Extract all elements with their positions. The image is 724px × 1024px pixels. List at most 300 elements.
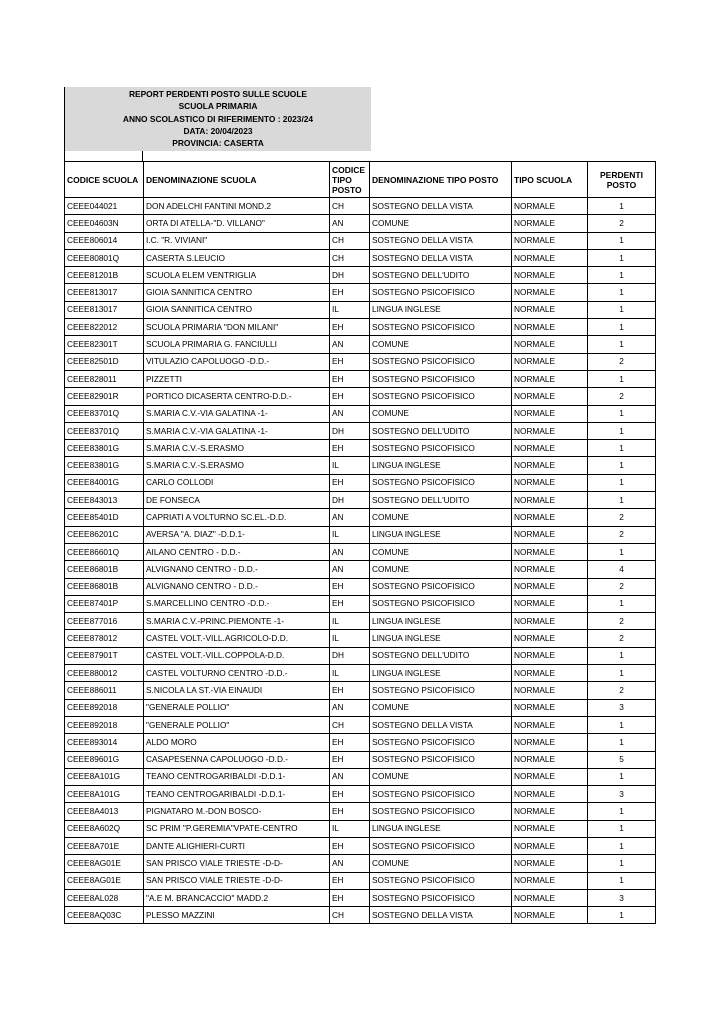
codice-tipo-posto-cell: AN xyxy=(330,543,370,560)
table-row xyxy=(65,198,656,215)
codice-tipo-posto-cell: EH xyxy=(330,682,370,699)
denominazione-tipo-posto-cell: SOSTEGNO PSICOFISICO xyxy=(370,734,512,751)
tipo-scuola-cell: NORMALE xyxy=(512,284,588,301)
codice-tipo-posto-cell: EH xyxy=(330,319,370,336)
table-row xyxy=(65,716,656,733)
perdenti-posto-cell: 1 xyxy=(588,734,656,751)
codice-tipo-posto-cell: EH xyxy=(330,353,370,370)
perdenti-posto-cell: 1 xyxy=(588,422,656,439)
codice-scuola-cell: CEEE87401P xyxy=(65,595,144,612)
table-row xyxy=(65,319,656,336)
denominazione-scuola-cell: ALVIGNANO CENTRO - D.D.- xyxy=(144,578,330,595)
table-row xyxy=(65,370,656,387)
table-row xyxy=(65,492,656,509)
codice-scuola-cell: CEEE843013 xyxy=(65,492,144,509)
codice-scuola-cell: CEEE83801G xyxy=(65,457,144,474)
table-row xyxy=(65,422,656,439)
denominazione-scuola-cell: VITULAZIO CAPOLUOGO -D.D.- xyxy=(144,353,330,370)
codice-tipo-posto-cell: IL xyxy=(330,301,370,318)
denominazione-tipo-posto-cell: COMUNE xyxy=(370,405,512,422)
codice-scuola-cell: CEEE82501D xyxy=(65,353,144,370)
codice-scuola-cell: CEEE82301T xyxy=(65,336,144,353)
denominazione-tipo-posto-cell: COMUNE xyxy=(370,561,512,578)
codice-tipo-posto-cell: EH xyxy=(330,734,370,751)
denominazione-scuola-cell: TEANO CENTROGARIBALDI -D.D.1- xyxy=(144,768,330,785)
table-row xyxy=(65,647,656,664)
denominazione-scuola-cell: SC PRIM "P.GEREMIA"VPATE-CENTRO xyxy=(144,820,330,837)
table-row xyxy=(65,786,656,803)
perdenti-posto-cell: 1 xyxy=(588,872,656,889)
denominazione-tipo-posto-cell: SOSTEGNO PSICOFISICO xyxy=(370,682,512,699)
tipo-scuola-cell: NORMALE xyxy=(512,595,588,612)
denominazione-tipo-posto-cell: SOSTEGNO PSICOFISICO xyxy=(370,872,512,889)
tipo-scuola-cell: NORMALE xyxy=(512,249,588,266)
codice-tipo-posto-cell: DH xyxy=(330,647,370,664)
perdenti-posto-cell: 2 xyxy=(588,353,656,370)
codice-tipo-posto-cell: EH xyxy=(330,786,370,803)
table-row xyxy=(65,232,656,249)
report-table xyxy=(64,161,656,924)
codice-tipo-posto-cell: AN xyxy=(330,215,370,232)
table-row xyxy=(65,665,656,682)
tipo-scuola-cell: NORMALE xyxy=(512,422,588,439)
denominazione-scuola-cell: "GENERALE POLLIO" xyxy=(144,699,330,716)
perdenti-posto-cell: 1 xyxy=(588,768,656,785)
tipo-scuola-cell: NORMALE xyxy=(512,907,588,924)
codice-scuola-cell: CEEE86801B xyxy=(65,578,144,595)
codice-tipo-posto-cell: EH xyxy=(330,474,370,491)
table-row xyxy=(65,907,656,924)
perdenti-posto-cell: 1 xyxy=(588,370,656,387)
codice-scuola-cell: CEEE813017 xyxy=(65,284,144,301)
denominazione-scuola-cell: CASERTA S.LEUCIO xyxy=(144,249,330,266)
codice-scuola-cell: CEEE822012 xyxy=(65,319,144,336)
table-row xyxy=(65,872,656,889)
table-row xyxy=(65,578,656,595)
denominazione-tipo-posto-cell: SOSTEGNO DELLA VISTA xyxy=(370,716,512,733)
denominazione-scuola-cell: S.NICOLA LA ST.-VIA EINAUDI xyxy=(144,682,330,699)
denominazione-scuola-cell: S.MARIA C.V.-S.ERASMO xyxy=(144,457,330,474)
table-row xyxy=(65,509,656,526)
denominazione-scuola-cell: CAPRIATI A VOLTURNO SC.EL.-D.D. xyxy=(144,509,330,526)
perdenti-posto-cell: 2 xyxy=(588,578,656,595)
denominazione-scuola-cell: SCUOLA PRIMARIA "DON MILANI" xyxy=(144,319,330,336)
denominazione-scuola-cell: TEANO CENTROGARIBALDI -D.D.1- xyxy=(144,786,330,803)
tipo-scuola-cell: NORMALE xyxy=(512,215,588,232)
codice-scuola-cell: CEEE8A602Q xyxy=(65,820,144,837)
table-row xyxy=(65,751,656,768)
denominazione-tipo-posto-cell: SOSTEGNO PSICOFISICO xyxy=(370,751,512,768)
denominazione-scuola-cell: ORTA DI ATELLA-"D. VILLANO" xyxy=(144,215,330,232)
codice-scuola-cell: CEEE813017 xyxy=(65,301,144,318)
denominazione-tipo-posto-cell: SOSTEGNO DELL'UDITO xyxy=(370,492,512,509)
codice-tipo-posto-cell: AN xyxy=(330,336,370,353)
codice-scuola-cell: CEEE8AQ03C xyxy=(65,907,144,924)
denominazione-scuola-cell: S.MARIA C.V.-PRINC.PIEMONTE -1- xyxy=(144,613,330,630)
spacer-row xyxy=(64,151,143,161)
tipo-scuola-cell: NORMALE xyxy=(512,440,588,457)
tipo-scuola-cell: NORMALE xyxy=(512,613,588,630)
denominazione-scuola-cell: SAN PRISCO VIALE TRIESTE -D-D- xyxy=(144,855,330,872)
denominazione-tipo-posto-cell: SOSTEGNO PSICOFISICO xyxy=(370,440,512,457)
denominazione-tipo-posto-cell: COMUNE xyxy=(370,543,512,560)
perdenti-posto-cell: 2 xyxy=(588,630,656,647)
codice-scuola-cell: CEEE81201B xyxy=(65,267,144,284)
perdenti-posto-cell: 1 xyxy=(588,543,656,560)
tipo-scuola-cell: NORMALE xyxy=(512,889,588,906)
codice-tipo-posto-cell: CH xyxy=(330,249,370,266)
table-header-row xyxy=(65,162,656,198)
codice-scuola-cell: CEEE86201C xyxy=(65,526,144,543)
denominazione-tipo-posto-cell: SOSTEGNO DELLA VISTA xyxy=(370,907,512,924)
codice-tipo-posto-cell: DH xyxy=(330,267,370,284)
tipo-scuola-cell: NORMALE xyxy=(512,474,588,491)
perdenti-posto-cell: 1 xyxy=(588,198,656,215)
denominazione-scuola-cell: PLESSO MAZZINI xyxy=(144,907,330,924)
column-header: CODICE TIPO POSTO xyxy=(330,162,370,198)
tipo-scuola-cell: NORMALE xyxy=(512,682,588,699)
codice-scuola-cell: CEEE82901R xyxy=(65,388,144,405)
denominazione-tipo-posto-cell: COMUNE xyxy=(370,336,512,353)
school-level: SCUOLA PRIMARIA xyxy=(178,101,258,112)
perdenti-posto-cell: 1 xyxy=(588,716,656,733)
tipo-scuola-cell: NORMALE xyxy=(512,855,588,872)
codice-scuola-cell: CEEE86601Q xyxy=(65,543,144,560)
perdenti-posto-cell: 1 xyxy=(588,492,656,509)
perdenti-posto-cell: 2 xyxy=(588,215,656,232)
codice-tipo-posto-cell: AN xyxy=(330,699,370,716)
denominazione-scuola-cell: GIOIA SANNITICA CENTRO xyxy=(144,284,330,301)
codice-tipo-posto-cell: IL xyxy=(330,820,370,837)
denominazione-tipo-posto-cell: LINGUA INGLESE xyxy=(370,526,512,543)
codice-scuola-cell: CEEE892018 xyxy=(65,716,144,733)
tipo-scuola-cell: NORMALE xyxy=(512,630,588,647)
perdenti-posto-cell: 1 xyxy=(588,284,656,301)
table-row xyxy=(65,682,656,699)
codice-scuola-cell: CEEE8AG01E xyxy=(65,855,144,872)
denominazione-tipo-posto-cell: LINGUA INGLESE xyxy=(370,665,512,682)
tipo-scuola-cell: NORMALE xyxy=(512,509,588,526)
denominazione-scuola-cell: GIOIA SANNITICA CENTRO xyxy=(144,301,330,318)
table-row xyxy=(65,526,656,543)
tipo-scuola-cell: NORMALE xyxy=(512,388,588,405)
denominazione-scuola-cell: SCUOLA PRIMARIA G. FANCIULLI xyxy=(144,336,330,353)
denominazione-scuola-cell: CASTEL VOLT.-VILL.COPPOLA-D.D. xyxy=(144,647,330,664)
codice-tipo-posto-cell: AN xyxy=(330,768,370,785)
tipo-scuola-cell: NORMALE xyxy=(512,301,588,318)
denominazione-scuola-cell: AVERSA "A. DIAZ" -D.D.1- xyxy=(144,526,330,543)
denominazione-scuola-cell: CARLO COLLODI xyxy=(144,474,330,491)
tipo-scuola-cell: NORMALE xyxy=(512,232,588,249)
denominazione-scuola-cell: DE FONSECA xyxy=(144,492,330,509)
perdenti-posto-cell: 1 xyxy=(588,803,656,820)
codice-tipo-posto-cell: AN xyxy=(330,509,370,526)
tipo-scuola-cell: NORMALE xyxy=(512,353,588,370)
codice-scuola-cell: CEEE83801G xyxy=(65,440,144,457)
perdenti-posto-cell: 1 xyxy=(588,595,656,612)
perdenti-posto-cell: 5 xyxy=(588,751,656,768)
codice-tipo-posto-cell: IL xyxy=(330,665,370,682)
table-row xyxy=(65,734,656,751)
codice-scuola-cell: CEEE828011 xyxy=(65,370,144,387)
denominazione-tipo-posto-cell: LINGUA INGLESE xyxy=(370,630,512,647)
tipo-scuola-cell: NORMALE xyxy=(512,786,588,803)
codice-scuola-cell: CEEE86801B xyxy=(65,561,144,578)
table-row xyxy=(65,595,656,612)
tipo-scuola-cell: NORMALE xyxy=(512,734,588,751)
tipo-scuola-cell: NORMALE xyxy=(512,526,588,543)
codice-scuola-cell: CEEE878012 xyxy=(65,630,144,647)
codice-tipo-posto-cell: EH xyxy=(330,284,370,301)
tipo-scuola-cell: NORMALE xyxy=(512,837,588,854)
codice-tipo-posto-cell: DH xyxy=(330,492,370,509)
codice-tipo-posto-cell: AN xyxy=(330,855,370,872)
tipo-scuola-cell: NORMALE xyxy=(512,370,588,387)
report-header xyxy=(64,87,371,151)
perdenti-posto-cell: 2 xyxy=(588,388,656,405)
table-row xyxy=(65,855,656,872)
denominazione-scuola-cell: I.C. "R. VIVIANI" xyxy=(144,232,330,249)
denominazione-tipo-posto-cell: SOSTEGNO PSICOFISICO xyxy=(370,370,512,387)
codice-tipo-posto-cell: IL xyxy=(330,613,370,630)
denominazione-tipo-posto-cell: LINGUA INGLESE xyxy=(370,457,512,474)
codice-scuola-cell: CEEE04603N xyxy=(65,215,144,232)
denominazione-scuola-cell: CASTEL VOLT.-VILL.AGRICOLO-D.D. xyxy=(144,630,330,647)
table-body xyxy=(65,198,656,924)
perdenti-posto-cell: 1 xyxy=(588,267,656,284)
denominazione-tipo-posto-cell: SOSTEGNO PSICOFISICO xyxy=(370,889,512,906)
denominazione-scuola-cell: PORTICO DICASERTA CENTRO-D.D.- xyxy=(144,388,330,405)
denominazione-scuola-cell: AILANO CENTRO - D.D.- xyxy=(144,543,330,560)
tipo-scuola-cell: NORMALE xyxy=(512,665,588,682)
tipo-scuola-cell: NORMALE xyxy=(512,716,588,733)
denominazione-scuola-cell: PIGNATARO M.-DON BOSCO- xyxy=(144,803,330,820)
codice-scuola-cell: CEEE80801Q xyxy=(65,249,144,266)
column-header: PERDENTI POSTO xyxy=(588,162,656,198)
denominazione-tipo-posto-cell: LINGUA INGLESE xyxy=(370,820,512,837)
codice-tipo-posto-cell: EH xyxy=(330,388,370,405)
tipo-scuola-cell: NORMALE xyxy=(512,699,588,716)
denominazione-scuola-cell: ALDO MORO xyxy=(144,734,330,751)
denominazione-scuola-cell: SAN PRISCO VIALE TRIESTE -D-D- xyxy=(144,872,330,889)
codice-tipo-posto-cell: DH xyxy=(330,422,370,439)
codice-tipo-posto-cell: EH xyxy=(330,872,370,889)
denominazione-scuola-cell: DON ADELCHI FANTINI MOND.2 xyxy=(144,198,330,215)
denominazione-tipo-posto-cell: COMUNE xyxy=(370,699,512,716)
table-row xyxy=(65,215,656,232)
perdenti-posto-cell: 1 xyxy=(588,474,656,491)
tipo-scuola-cell: NORMALE xyxy=(512,751,588,768)
codice-tipo-posto-cell: EH xyxy=(330,578,370,595)
codice-tipo-posto-cell: EH xyxy=(330,751,370,768)
denominazione-tipo-posto-cell: LINGUA INGLESE xyxy=(370,301,512,318)
table-row xyxy=(65,820,656,837)
table-row xyxy=(65,440,656,457)
denominazione-scuola-cell: S.MARIA C.V.-VIA GALATINA -1- xyxy=(144,422,330,439)
tipo-scuola-cell: NORMALE xyxy=(512,578,588,595)
school-year: ANNO SCOLASTICO DI RIFERIMENTO : 2023/24 xyxy=(122,113,314,124)
codice-tipo-posto-cell: EH xyxy=(330,803,370,820)
perdenti-posto-cell: 1 xyxy=(588,665,656,682)
perdenti-posto-cell: 1 xyxy=(588,232,656,249)
codice-tipo-posto-cell: EH xyxy=(330,370,370,387)
codice-tipo-posto-cell: EH xyxy=(330,889,370,906)
codice-scuola-cell: CEEE84001G xyxy=(65,474,144,491)
denominazione-tipo-posto-cell: SOSTEGNO DELL'UDITO xyxy=(370,267,512,284)
perdenti-posto-cell: 2 xyxy=(588,509,656,526)
codice-scuola-cell: CEEE8A101G xyxy=(65,786,144,803)
column-header: TIPO SCUOLA xyxy=(512,162,588,198)
table-row xyxy=(65,474,656,491)
perdenti-posto-cell: 1 xyxy=(588,319,656,336)
codice-tipo-posto-cell: EH xyxy=(330,595,370,612)
perdenti-posto-cell: 1 xyxy=(588,249,656,266)
denominazione-tipo-posto-cell: SOSTEGNO DELLA VISTA xyxy=(370,198,512,215)
denominazione-tipo-posto-cell: SOSTEGNO PSICOFISICO xyxy=(370,786,512,803)
perdenti-posto-cell: 4 xyxy=(588,561,656,578)
denominazione-tipo-posto-cell: SOSTEGNO PSICOFISICO xyxy=(370,803,512,820)
denominazione-tipo-posto-cell: SOSTEGNO PSICOFISICO xyxy=(370,578,512,595)
perdenti-posto-cell: 1 xyxy=(588,855,656,872)
tipo-scuola-cell: NORMALE xyxy=(512,647,588,664)
codice-scuola-cell: CEEE8A701E xyxy=(65,837,144,854)
codice-tipo-posto-cell: CH xyxy=(330,232,370,249)
codice-scuola-cell: CEEE8A101G xyxy=(65,768,144,785)
denominazione-tipo-posto-cell: SOSTEGNO DELLA VISTA xyxy=(370,249,512,266)
codice-tipo-posto-cell: EH xyxy=(330,837,370,854)
tipo-scuola-cell: NORMALE xyxy=(512,267,588,284)
denominazione-scuola-cell: "A.E M. BRANCACCIO" MADD.2 xyxy=(144,889,330,906)
perdenti-posto-cell: 2 xyxy=(588,526,656,543)
tipo-scuola-cell: NORMALE xyxy=(512,198,588,215)
denominazione-scuola-cell: CASTEL VOLTURNO CENTRO -D.D.- xyxy=(144,665,330,682)
codice-tipo-posto-cell: AN xyxy=(330,405,370,422)
denominazione-tipo-posto-cell: LINGUA INGLESE xyxy=(370,613,512,630)
codice-scuola-cell: CEEE886011 xyxy=(65,682,144,699)
column-header: DENOMINAZIONE SCUOLA xyxy=(144,162,330,198)
denominazione-tipo-posto-cell: COMUNE xyxy=(370,215,512,232)
tipo-scuola-cell: NORMALE xyxy=(512,336,588,353)
codice-scuola-cell: CEEE893014 xyxy=(65,734,144,751)
table-row xyxy=(65,405,656,422)
tipo-scuola-cell: NORMALE xyxy=(512,561,588,578)
tipo-scuola-cell: NORMALE xyxy=(512,768,588,785)
codice-tipo-posto-cell: CH xyxy=(330,907,370,924)
perdenti-posto-cell: 1 xyxy=(588,907,656,924)
perdenti-posto-cell: 1 xyxy=(588,440,656,457)
perdenti-posto-cell: 1 xyxy=(588,336,656,353)
denominazione-scuola-cell: DANTE ALIGHIERI-CURTI xyxy=(144,837,330,854)
table-row xyxy=(65,630,656,647)
denominazione-tipo-posto-cell: COMUNE xyxy=(370,768,512,785)
tipo-scuola-cell: NORMALE xyxy=(512,872,588,889)
denominazione-scuola-cell: S.MARIA C.V.-S.ERASMO xyxy=(144,440,330,457)
perdenti-posto-cell: 2 xyxy=(588,613,656,630)
table-row xyxy=(65,699,656,716)
codice-scuola-cell: CEEE8AG01E xyxy=(65,872,144,889)
denominazione-tipo-posto-cell: SOSTEGNO DELL'UDITO xyxy=(370,647,512,664)
denominazione-scuola-cell: SCUOLA ELEM VENTRIGLIA xyxy=(144,267,330,284)
codice-scuola-cell: CEEE892018 xyxy=(65,699,144,716)
perdenti-posto-cell: 1 xyxy=(588,301,656,318)
perdenti-posto-cell: 3 xyxy=(588,786,656,803)
perdenti-posto-cell: 1 xyxy=(588,457,656,474)
tipo-scuola-cell: NORMALE xyxy=(512,492,588,509)
table-row xyxy=(65,889,656,906)
denominazione-tipo-posto-cell: SOSTEGNO PSICOFISICO xyxy=(370,388,512,405)
denominazione-tipo-posto-cell: COMUNE xyxy=(370,855,512,872)
tipo-scuola-cell: NORMALE xyxy=(512,820,588,837)
column-header: DENOMINAZIONE TIPO POSTO xyxy=(370,162,512,198)
codice-scuola-cell: CEEE877016 xyxy=(65,613,144,630)
codice-tipo-posto-cell: IL xyxy=(330,526,370,543)
codice-scuola-cell: CEEE87901T xyxy=(65,647,144,664)
denominazione-scuola-cell: S.MARIA C.V.-VIA GALATINA -1- xyxy=(144,405,330,422)
codice-tipo-posto-cell: EH xyxy=(330,440,370,457)
denominazione-scuola-cell: CASAPESENNA CAPOLUOGO -D.D.- xyxy=(144,751,330,768)
codice-tipo-posto-cell: CH xyxy=(330,198,370,215)
denominazione-tipo-posto-cell: COMUNE xyxy=(370,509,512,526)
province: PROVINCIA: CASERTA xyxy=(172,138,264,149)
tipo-scuola-cell: NORMALE xyxy=(512,457,588,474)
perdenti-posto-cell: 1 xyxy=(588,837,656,854)
codice-scuola-cell: CEEE8A4013 xyxy=(65,803,144,820)
codice-tipo-posto-cell: IL xyxy=(330,630,370,647)
tipo-scuola-cell: NORMALE xyxy=(512,543,588,560)
table-row xyxy=(65,803,656,820)
table-row xyxy=(65,768,656,785)
codice-scuola-cell: CEEE85401D xyxy=(65,509,144,526)
denominazione-tipo-posto-cell: SOSTEGNO PSICOFISICO xyxy=(370,319,512,336)
table-row xyxy=(65,561,656,578)
table-row xyxy=(65,336,656,353)
codice-scuola-cell: CEEE89601G xyxy=(65,751,144,768)
denominazione-tipo-posto-cell: SOSTEGNO DELL'UDITO xyxy=(370,422,512,439)
codice-scuola-cell: CEEE83701Q xyxy=(65,405,144,422)
perdenti-posto-cell: 3 xyxy=(588,889,656,906)
perdenti-posto-cell: 1 xyxy=(588,405,656,422)
codice-scuola-cell: CEEE806014 xyxy=(65,232,144,249)
table-row xyxy=(65,284,656,301)
denominazione-tipo-posto-cell: SOSTEGNO PSICOFISICO xyxy=(370,353,512,370)
table-row xyxy=(65,837,656,854)
codice-tipo-posto-cell: AN xyxy=(330,561,370,578)
report-date: DATA: 20/04/2023 xyxy=(183,125,253,136)
table-row xyxy=(65,267,656,284)
table-row xyxy=(65,543,656,560)
denominazione-scuola-cell: "GENERALE POLLIO" xyxy=(144,716,330,733)
perdenti-posto-cell: 2 xyxy=(588,682,656,699)
perdenti-posto-cell: 1 xyxy=(588,820,656,837)
codice-scuola-cell: CEEE880012 xyxy=(65,665,144,682)
denominazione-tipo-posto-cell: SOSTEGNO PSICOFISICO xyxy=(370,474,512,491)
table-row xyxy=(65,249,656,266)
table-row xyxy=(65,388,656,405)
denominazione-scuola-cell: ALVIGNANO CENTRO - D.D.- xyxy=(144,561,330,578)
codice-tipo-posto-cell: IL xyxy=(330,457,370,474)
denominazione-scuola-cell: S.MARCELLINO CENTRO -D.D.- xyxy=(144,595,330,612)
report-title: REPORT PERDENTI POSTO SULLE SCUOLE xyxy=(128,89,308,99)
codice-scuola-cell: CEEE83701Q xyxy=(65,422,144,439)
denominazione-tipo-posto-cell: SOSTEGNO PSICOFISICO xyxy=(370,284,512,301)
codice-tipo-posto-cell: CH xyxy=(330,716,370,733)
denominazione-tipo-posto-cell: SOSTEGNO PSICOFISICO xyxy=(370,837,512,854)
codice-scuola-cell: CEEE8AL028 xyxy=(65,889,144,906)
perdenti-posto-cell: 1 xyxy=(588,647,656,664)
table-row xyxy=(65,613,656,630)
codice-scuola-cell: CEEE044021 xyxy=(65,198,144,215)
denominazione-tipo-posto-cell: SOSTEGNO PSICOFISICO xyxy=(370,595,512,612)
